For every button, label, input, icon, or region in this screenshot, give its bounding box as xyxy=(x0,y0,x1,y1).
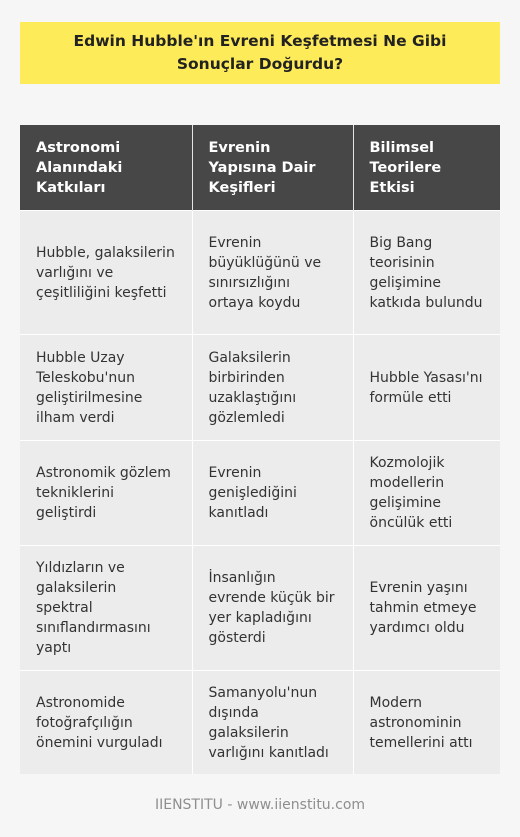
table-row xyxy=(20,441,500,546)
table-header-row xyxy=(20,125,500,211)
table-cell: Evrenin büyüklüğünü ve sınırsızlığını ortaya koydu xyxy=(192,211,353,335)
table-cell: Modern astronominin temellerini attı xyxy=(353,671,500,775)
table-cell: Astronomik gözlem tekniklerini geliştirdi xyxy=(20,441,192,546)
table-cell: İnsanlığın evrende küçük bir yer kapladığını gösterdi xyxy=(192,546,353,671)
table-cell: Galaksilerin birbirinden uzaklaştığını gözlemledi xyxy=(192,335,353,441)
table-cell: Hubble, galaksilerin varlığını ve çeşitliliğini keşfetti xyxy=(20,211,192,335)
table-row xyxy=(20,546,500,671)
comparison-table xyxy=(20,125,500,774)
table-cell: Evrenin yaşını tahmin etmeye yardımcı oldu xyxy=(353,546,500,671)
footer-credit: IIENSTITU - www.iienstitu.com xyxy=(154,797,366,813)
page-title: Edwin Hubble'ın Evreni Keşfetmesi Ne Gibi Sonuçlar Doğurdu? xyxy=(73,32,447,73)
table-cell: Kozmolojik modellerin gelişimine öncülük etti xyxy=(353,441,500,546)
table-cell: Big Bang teorisinin gelişimine katkıda bulundu xyxy=(353,211,500,335)
table-cell: Samanyolu'nun dışında galaksilerin varlığını kanıtladı xyxy=(192,671,353,775)
table-cell: Hubble Uzay Teleskobu'nun geliştirilmesine ilham verdi xyxy=(20,335,192,441)
table-cell: Evrenin genişlediğini kanıtladı xyxy=(192,441,353,546)
column-header-theory-impact: Bilimsel Teorilere Etkisi xyxy=(353,125,500,211)
table-cell: Yıldızların ve galaksilerin spektral sınıflandırmasını yaptı xyxy=(20,546,192,671)
table-row xyxy=(20,335,500,441)
table-row xyxy=(20,671,500,775)
table-cell: Astronomide fotoğrafçılığın önemini vurguladı xyxy=(20,671,192,775)
title-banner xyxy=(20,22,500,84)
table-row xyxy=(20,211,500,335)
table-cell: Hubble Yasası'nı formüle etti xyxy=(353,335,500,441)
column-header-contributions: Astronomi Alanındaki Katkıları xyxy=(20,125,192,211)
column-header-discoveries: Evrenin Yapısına Dair Keşifleri xyxy=(192,125,353,211)
